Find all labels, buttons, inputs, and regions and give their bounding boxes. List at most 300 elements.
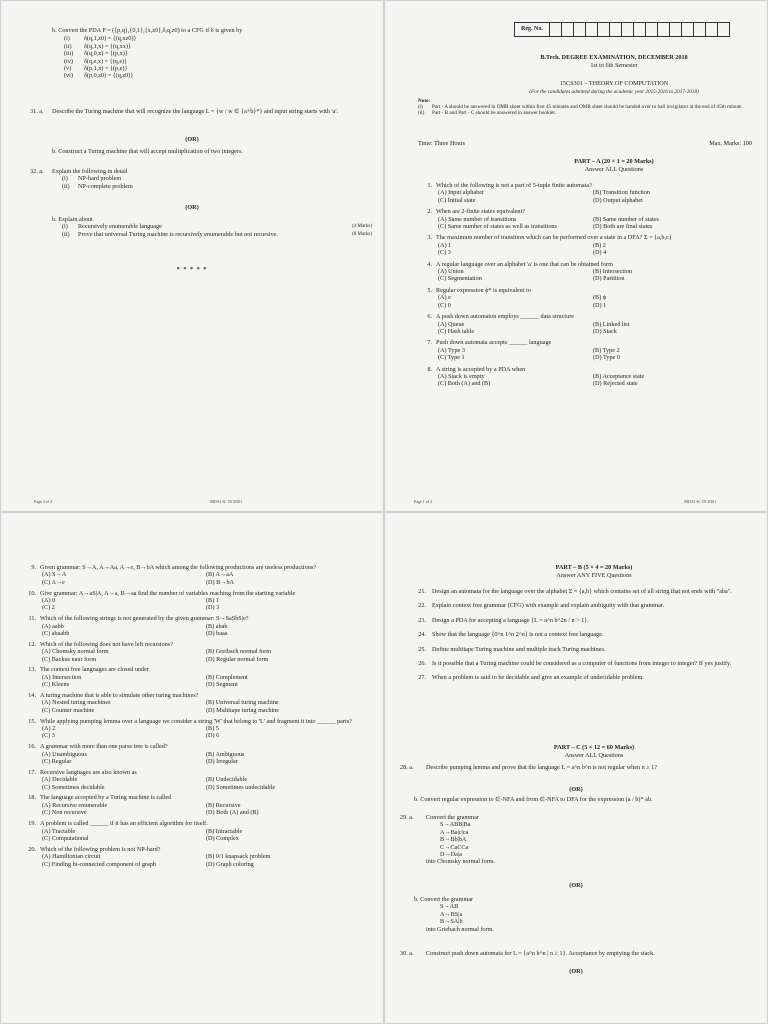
question-text: Which of the following strings is not generated by the given grammar: S→SaSbS|e? — [40, 615, 249, 623]
question-number: 16. — [28, 743, 36, 751]
part-b-heading: PART – B (5 × 4 = 20 Marks) — [555, 564, 633, 571]
mcq-option: (C) Finding bi-connected component of graph — [42, 860, 156, 868]
mcq-option: (A) Same number of transitions — [438, 215, 517, 223]
mcq-options — [22, 674, 370, 689]
q32b-item — [62, 223, 372, 230]
part-b-question — [400, 602, 752, 609]
question-number: 18. — [28, 794, 36, 802]
page-footer-right: 08DA1-6/ 15CS301 — [684, 499, 717, 504]
mcq-option: (B) ϕ — [593, 294, 607, 302]
question-number: 3. — [427, 234, 432, 242]
mcq-option: (C) Segmentation — [438, 275, 482, 283]
mcq-option: (D) B→bA — [206, 578, 235, 586]
candidates-note: (For the candidates admitted during the academic year 2015-2016 to 2017-2018) — [529, 89, 699, 95]
delta-index: (ii) — [64, 42, 72, 50]
mcq-option: (C) 0 — [438, 301, 451, 309]
question-number: 10. — [28, 589, 36, 597]
mcq-question — [22, 794, 370, 816]
question-text: Define multitape Turing machine and multiple track Turing machines. — [432, 645, 606, 653]
or-label: (OR) — [569, 786, 583, 793]
page-footer-left: Page 1 of 4 — [414, 499, 433, 504]
mcq-option: (C) Hash table — [438, 327, 475, 335]
q30b-text: b. Convert the PDA P = ({p,q},{0,1},{x,z0},δ,q,z0) to a CFG if δ is given by — [52, 27, 243, 34]
mcq-question — [418, 313, 748, 335]
mcq-option: (B) 1 — [206, 597, 219, 605]
mcq-option: (D) Graph coloring — [206, 860, 254, 868]
item-text: Recursively enumerable language — [78, 223, 162, 231]
note-item-1: Part - A should be answered in OMR sheet within first 45 minutes and OMR sheet should be handed over to hall invigilator at the end of 45th minute. — [432, 104, 743, 111]
mcq-option: (A) Recursive enumerable — [42, 801, 108, 809]
question-number: 22. — [418, 602, 426, 610]
reg-cell — [550, 23, 562, 36]
reg-no-box — [514, 22, 730, 37]
mcq-option: (B) Universal turing machine — [206, 699, 279, 707]
part-b-question — [400, 631, 752, 638]
grammar-rule: A→BS|a — [440, 910, 463, 918]
part-a-heading: PART – A (20 × 1 = 20 Marks) — [574, 158, 654, 165]
mcq-option: (D) Segment — [206, 681, 238, 689]
mcq-question — [418, 366, 748, 388]
mcq-stem — [22, 769, 370, 776]
mcq-options — [418, 268, 748, 283]
part-a-questions-9-20 — [22, 564, 370, 871]
mcq-stem — [22, 846, 370, 853]
mcq-option: (C) Sometimes decidable — [42, 783, 105, 791]
question-32b — [52, 216, 372, 238]
mcq-option: (D) Type 0 — [593, 354, 620, 362]
q32a-item — [62, 183, 370, 190]
mcq-stem — [22, 641, 370, 648]
part-b-question — [400, 646, 752, 653]
mcq-question — [22, 590, 370, 612]
reg-cell — [610, 23, 622, 36]
reg-cell — [658, 23, 670, 36]
page-footer-left: Page 4 of 4 — [34, 499, 53, 504]
max-marks: Max. Marks: 100 — [709, 140, 752, 147]
mcq-option: (C) Same number of states as well as transitions — [438, 223, 557, 231]
question-31a — [30, 108, 370, 115]
mcq-stem — [418, 287, 748, 294]
q29b-end: into Griebach normal form. — [426, 925, 495, 933]
question-text: Show that the language {0^n 1^n 2^n} is not a context free language. — [432, 631, 604, 639]
mcq-option: (A) Stack is empty — [438, 372, 485, 380]
mcq-option: (C) Initial state — [438, 196, 476, 204]
mcq-option: (D) Regular normal form — [206, 655, 269, 663]
grammar-rule: S→ABB|Ba — [440, 821, 471, 829]
question-number: 15. — [28, 717, 36, 725]
mcq-option: (D) Partition — [593, 275, 625, 283]
question-28b: b. Convert regular expression to ∈-NFA and from ∈-NFA to DFA for the expression (a / b)* ab. — [414, 796, 653, 803]
mcq-stem — [22, 820, 370, 827]
part-b-question — [400, 588, 752, 595]
grammar-rule: A→Ba|c|ca — [440, 828, 469, 836]
question-text: The language accepted by a Turing machine is called — [40, 794, 172, 802]
delta-rule: δ(q,1,x) = {(q,xx)} — [84, 42, 131, 50]
mcq-stem — [418, 366, 748, 373]
item-text: NP-hard problem — [78, 175, 122, 183]
question-number: 13. — [28, 666, 36, 674]
mcq-option: (D) Both are final states — [593, 223, 653, 231]
mcq-stem — [418, 313, 748, 320]
course-title: 15CS301 – THEORY OF COMPUTATION — [559, 80, 669, 87]
mcq-option: (C) Non recursive — [42, 809, 87, 817]
q29a-text: Convert the grammar — [426, 814, 479, 821]
mcq-stem — [418, 261, 748, 268]
mcq-options — [418, 373, 748, 388]
question-text: Regular expression ϕ* is equivalent to — [436, 286, 531, 294]
mcq-question — [418, 182, 748, 204]
mcq-options — [22, 597, 370, 612]
reg-cell — [574, 23, 586, 36]
delta-index: (v) — [64, 65, 72, 73]
question-number: 7. — [427, 339, 432, 347]
mcq-option: (C) A→e — [42, 578, 65, 586]
question-number: 11. — [28, 615, 36, 623]
q32a-number: 32. a. — [30, 168, 44, 175]
or-label: (OR) — [185, 136, 199, 143]
mcq-option: (D) Sometimes undecidable — [206, 783, 276, 791]
question-31b: b. Construct a Turing machine that will accept multiplication of two integers. — [52, 148, 243, 155]
mcq-option: (D) Rejected state — [593, 380, 638, 388]
mcq-stem — [22, 564, 370, 571]
question-number: 20. — [28, 845, 36, 853]
delta-rule: δ(q,0,x) = {(p,x)} — [84, 50, 128, 58]
item-text: Prove that universal Turing machine is recursively enumerable but not recursive. — [78, 230, 278, 238]
semester: 1st to 6th Semester — [590, 62, 638, 69]
mcq-option: (B) abab — [206, 622, 228, 630]
mcq-stem — [22, 615, 370, 622]
part-b-question — [400, 617, 752, 624]
question-number: 4. — [427, 260, 432, 268]
mcq-option: (A) 1 — [438, 241, 452, 249]
q29b-text: b. Convert the grammar — [414, 896, 474, 903]
mcq-question — [418, 234, 748, 256]
mcq-options — [22, 623, 370, 638]
mcq-option: (C) abaabb — [42, 630, 70, 638]
q30a-text: Construct push down automata for L = {a^n b^n | n ≥ 1}. Acceptance by emptying the stack. — [426, 950, 655, 957]
mcq-option: (A) Queue — [438, 320, 465, 328]
mcq-option: (B) Linked list — [593, 320, 630, 328]
mcq-option: (C) Counter machine — [42, 706, 95, 714]
delta-item — [64, 72, 362, 79]
answer-all-note: Answer ALL Questions — [564, 752, 624, 759]
mcq-option: (B) Greibach normal form — [206, 648, 272, 656]
question-29b — [414, 896, 752, 933]
mcq-options — [22, 776, 370, 791]
question-text: Which of the following problem is not NP-hard? — [40, 845, 161, 853]
question-30a — [400, 950, 752, 957]
grammar-rule: D→Da|a — [440, 851, 462, 859]
reg-cell — [682, 23, 694, 36]
mcq-question — [22, 820, 370, 842]
reg-cell — [622, 23, 634, 36]
mcq-options — [22, 751, 370, 766]
question-number: 23. — [418, 616, 426, 624]
mcq-option: (C) Backus naur form — [42, 655, 97, 663]
question-text: A string is accepted by a PDA when — [436, 365, 526, 373]
mcq-question — [418, 208, 748, 230]
q31a-text: Describe the Turing machine that will recognize the language L = {w / w ∈ {a+b}*} and input string starts with 'a'. — [52, 108, 339, 115]
delta-item — [64, 65, 362, 72]
question-text: A push down automaton employs ______ data structure — [436, 313, 574, 321]
mcq-options — [418, 294, 748, 309]
part-b-questions — [400, 588, 752, 689]
question-number: 27. — [418, 674, 426, 682]
mcq-option: (B) Acceptance state — [593, 372, 645, 380]
item-marks: (4 Marks) — [352, 224, 372, 230]
question-text: When a problem is said to be decidable and give an example of undecidable problem. — [432, 674, 644, 682]
delta-item — [64, 50, 362, 57]
mcq-question — [418, 339, 748, 361]
mcq-options — [22, 648, 370, 663]
q29a-end: into Chomsky normal form. — [426, 858, 496, 866]
mcq-option: (A) 0 — [42, 597, 56, 605]
mcq-stem — [22, 666, 370, 673]
delta-index: (i) — [64, 35, 70, 43]
question-number: 19. — [28, 820, 36, 828]
reg-cell — [586, 23, 598, 36]
mcq-stem — [22, 692, 370, 699]
mcq-options — [418, 189, 748, 204]
instructions: Note: (i) Part - A should be answered in OMR sheet within first 45 minutes and OMR sheet should be handed over to hall invigilator at the end of 45th minute. (ii) Part - B and Part - C should be answered in answer booklet. — [418, 98, 750, 117]
question-number: 25. — [418, 645, 426, 653]
mcq-option: (B) 0/1 knapsack problem — [206, 853, 271, 861]
q28a-text: Describe pumping lemma and prove that the language L = a^n b^n is not regular when n ≥ 1? — [426, 764, 658, 771]
or-label: (OR) — [569, 968, 583, 975]
mcq-options — [418, 321, 748, 336]
mcq-option: (A) Decidable — [42, 776, 78, 784]
mcq-option: (B) Intersection — [593, 268, 633, 276]
mcq-option: (A) Tractable — [42, 827, 76, 835]
question-number: 8. — [427, 365, 432, 373]
mcq-options — [22, 571, 370, 586]
reg-cell — [646, 23, 658, 36]
mcq-option: (A) Type 3 — [438, 346, 465, 354]
mcq-option: (A) Hamiltonian circuit — [42, 853, 101, 861]
question-text: Recursive languages are also known as — [40, 768, 137, 776]
question-28a — [400, 764, 752, 771]
q29a-number: 29. a. — [400, 814, 414, 821]
question-number: 14. — [28, 692, 36, 700]
mcq-options — [22, 725, 370, 740]
question-text: Design an automata for the language over the alphabet Σ = {a,b} which contains set of all string that not ends with "aba". — [432, 588, 732, 595]
mcq-question — [418, 261, 748, 283]
mcq-option: (D) 3 — [206, 604, 220, 612]
mcq-option: (A) Input alphabet — [438, 189, 484, 197]
mcq-option: (A) aabb — [42, 622, 64, 630]
mcq-option: (A) Intersection — [42, 673, 82, 681]
question-number: 17. — [28, 768, 36, 776]
question-number: 2. — [427, 208, 432, 216]
mcq-option: (A) 2 — [42, 725, 56, 733]
answer-five-note: Answer ANY FIVE Questions — [556, 572, 632, 579]
mcq-options — [418, 347, 748, 362]
question-32a — [30, 168, 370, 190]
question-text: While applying pumping lemma over a language we consider a string 'W' that belong to 'L' and fragment it into ______ parts? — [40, 717, 352, 725]
page-1-of-4 — [384, 0, 768, 512]
mcq-question — [22, 718, 370, 740]
grammar-rule: S→AB — [440, 903, 459, 911]
question-number: 24. — [418, 631, 426, 639]
delta-rule: δ(q,e,x) = {(q,e)} — [84, 57, 128, 65]
mcq-option: (D) 1 — [593, 301, 607, 309]
mcq-stem — [418, 234, 748, 241]
delta-index: (iv) — [64, 57, 73, 65]
delta-index: (iii) — [64, 50, 74, 58]
grammar-rule: B→SA|b — [440, 918, 463, 926]
mcq-options — [22, 699, 370, 714]
reg-cell — [562, 23, 574, 36]
delta-rule: δ(q,1,z0) = {(q,xz0)} — [84, 35, 137, 43]
mcq-option: (A) Chomsky normal form — [42, 648, 109, 656]
grammar-rule: C→CaCCa — [440, 843, 469, 851]
mcq-option: (B) A→aA — [206, 571, 234, 579]
part-c-heading: PART – C (5 × 12 = 60 Marks) — [553, 744, 635, 751]
delta-item — [64, 58, 362, 65]
mcq-option: (D) Stack — [593, 327, 617, 335]
mcq-option: (C) Kleene — [42, 681, 70, 689]
question-text: Which of the following does not have left recursions? — [40, 640, 173, 648]
mcq-options — [22, 853, 370, 868]
mcq-option: (D) Both (A) and (B) — [206, 809, 259, 817]
question-number: 5. — [427, 286, 432, 294]
mcq-option: (D) Output alphabet — [593, 196, 643, 204]
q32a-items — [30, 175, 370, 190]
question-29a — [400, 814, 752, 866]
reg-cell — [706, 23, 718, 36]
delta-item — [64, 35, 362, 42]
mcq-option: (D) 4 — [593, 249, 607, 257]
mcq-question — [22, 564, 370, 586]
mcq-option: (A) S→A — [42, 571, 67, 579]
note-item-2: Part - B and Part - C should be answered in answer booklet. — [432, 110, 557, 117]
mcq-option: (A) Union — [438, 268, 464, 276]
reg-cell — [694, 23, 706, 36]
question-number: 1. — [427, 182, 432, 189]
mcq-question — [418, 287, 748, 309]
mcq-option: (B) Same number of states — [593, 215, 659, 223]
exam-title: B.Tech. DEGREE EXAMINATION, DECEMBER 2018 — [540, 54, 688, 61]
mcq-option: (B) Ambiguous — [206, 750, 245, 758]
mcq-option: (B) Transition function — [593, 189, 651, 197]
mcq-stem — [22, 794, 370, 801]
item-index: (ii) — [62, 182, 70, 190]
mcq-option: (B) 5 — [206, 725, 219, 733]
mcq-option: (C) Type 1 — [438, 354, 465, 362]
reg-cell — [598, 23, 610, 36]
mcq-options — [22, 802, 370, 817]
grammar-rule: B→Bb|bA — [440, 836, 467, 844]
mcq-option: (B) Undecidable — [206, 776, 248, 784]
question-text: Is it possible that a Turing machine could be considered as a computer of functions from integer to integer? If yes justify. — [432, 660, 732, 668]
mcq-stem — [418, 208, 748, 215]
mcq-option: (C) 3 — [42, 732, 55, 740]
delta-list — [52, 35, 362, 79]
mcq-question — [22, 666, 370, 688]
or-label: (OR) — [569, 882, 583, 889]
q29a-rules — [400, 821, 752, 858]
item-index: (i) — [62, 223, 68, 231]
mcq-option: (B) Recursive — [206, 801, 241, 809]
reg-cell — [634, 23, 646, 36]
q30a-number: 30. a. — [400, 950, 414, 957]
mcq-stem — [22, 590, 370, 597]
question-number: 21. — [418, 588, 426, 595]
delta-rule: δ(p,1,x) = {(p,e)} — [84, 65, 128, 73]
page-4-of-4 — [0, 0, 384, 512]
part-b-question — [400, 660, 752, 667]
mcq-question — [22, 615, 370, 637]
answer-all-note: Answer ALL Questions — [584, 166, 644, 173]
q29b-rules — [414, 903, 752, 925]
mcq-option: (A) Nested turing machines — [42, 699, 111, 707]
question-30b — [52, 27, 362, 80]
q32b-items — [52, 223, 372, 238]
mcq-question — [22, 846, 370, 868]
delta-item — [64, 43, 362, 50]
mcq-option: (A) e — [438, 294, 451, 302]
reg-cell — [718, 23, 729, 36]
q32a-item — [62, 175, 370, 182]
question-text: The maximum number of transition which can be performed over a state in a DFA? Σ = {a,b,c} — [436, 234, 672, 242]
mcq-option: (B) 2 — [593, 241, 606, 249]
part-b-question — [400, 674, 752, 681]
question-number: 9. — [31, 564, 36, 571]
mcq-question — [22, 743, 370, 765]
mcq-question — [22, 769, 370, 791]
part-a-questions-1-8 — [418, 182, 748, 392]
q32a-text: Explain the following in detail — [52, 168, 128, 175]
mcq-option: (D) Irregular — [206, 758, 238, 766]
mcq-option: (A) Unambiguous — [42, 750, 87, 758]
question-text: A turing machine that is able to simulate other turing machines? — [40, 692, 199, 700]
mcq-stem — [418, 182, 748, 189]
q32b-text: b. Explain about — [52, 216, 93, 223]
page-3-of-4 — [384, 512, 768, 1024]
question-text: Explain context free grammar (CFG) with example and explain ambiguity with that grammar. — [432, 602, 665, 610]
mcq-option: (C) 2 — [42, 604, 55, 612]
mcq-options — [418, 216, 748, 231]
mcq-option: (B) Type 2 — [593, 346, 620, 354]
mcq-option: (D) 6 — [206, 732, 220, 740]
mcq-option: (D) baaa — [206, 630, 228, 638]
question-text: The context free languages are closed under — [40, 666, 149, 674]
question-number: 6. — [427, 313, 432, 321]
item-index: (i) — [62, 175, 68, 183]
time-allowed: Time: Three Hours — [418, 140, 466, 147]
mcq-options — [418, 242, 748, 257]
delta-rule: δ(p,0,z0) = {(q,z0)} — [84, 72, 134, 80]
mcq-question — [22, 641, 370, 663]
mcq-stem — [22, 718, 370, 725]
question-text: Push down automata accepts ______ language — [436, 339, 552, 347]
mcq-options — [22, 828, 370, 843]
mcq-option: (C) Regular — [42, 758, 72, 766]
reg-cell — [670, 23, 682, 36]
q31a-number: 31. a. — [30, 108, 44, 115]
mcq-option: (D) Multitape turing machine — [206, 706, 280, 714]
reg-no-label: Reg. No. — [515, 23, 550, 36]
mcq-question — [22, 692, 370, 714]
item-marks: (8 Marks) — [352, 231, 372, 237]
question-number: 26. — [418, 660, 426, 668]
question-text: Given grammar: S→A, A→Aa, A→e, B→bA which among the following productions are useless productions? — [40, 564, 316, 571]
mcq-option: (D) Complex — [206, 834, 239, 842]
mcq-stem — [22, 743, 370, 750]
delta-index: (vi) — [64, 72, 73, 80]
end-stars: * * * * * — [176, 266, 208, 273]
mcq-option: (B) Intractable — [206, 827, 243, 835]
